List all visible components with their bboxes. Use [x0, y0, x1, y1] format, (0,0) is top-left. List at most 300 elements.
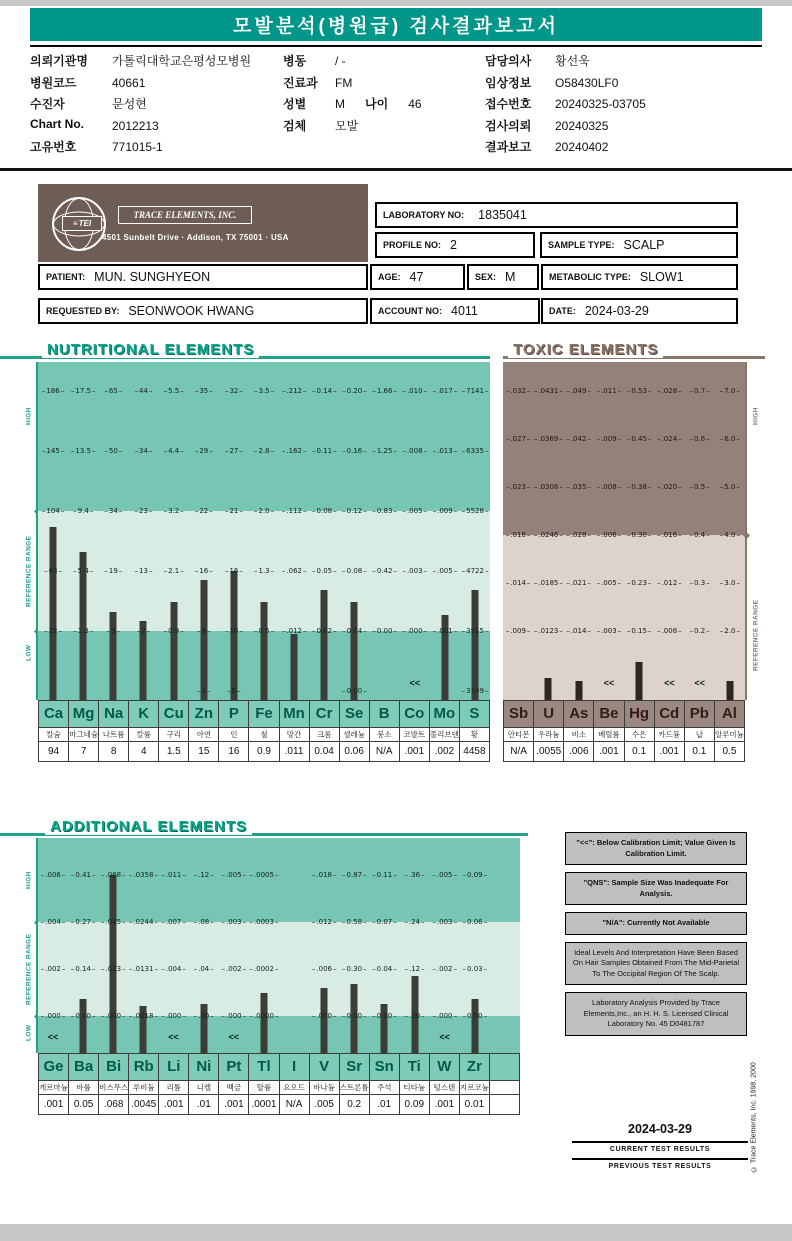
element-symbol: I — [280, 1054, 310, 1081]
bar-Ca — [50, 527, 57, 700]
element-korean-name: 탈륨 — [249, 1081, 279, 1095]
scale-label: – .013 – — [430, 447, 460, 455]
axis-label-low: LOW — [25, 644, 33, 662]
element-korean-name: 셀레늄 — [340, 728, 370, 742]
axis-label-high: HIGH — [25, 871, 33, 889]
scale-label: – .0018 – — [128, 1012, 158, 1020]
scale-label: – 3 – — [189, 687, 219, 695]
info-label: 검체 — [283, 118, 307, 133]
scale-label: – .012 – — [309, 918, 339, 926]
element-value: N/A — [504, 742, 534, 761]
element-korean-name: 인 — [219, 728, 249, 742]
scale-label: – .112 – — [279, 507, 309, 515]
element-symbol: Bi — [99, 1054, 129, 1081]
element-column-Zr — [460, 838, 490, 1053]
laboratory-no-box — [375, 202, 738, 228]
scale-label: – 0.09 – — [460, 871, 490, 879]
scale-label: – .0002 – — [249, 965, 279, 973]
nutritional-axis — [22, 362, 38, 700]
element-symbol: Mo — [430, 701, 460, 728]
below-calibration-marker: << — [409, 678, 421, 688]
element-korean-name: 철 — [249, 728, 279, 742]
info-value: 2012213 — [112, 118, 159, 133]
element-column-S — [460, 362, 490, 700]
scale-label: – .0308 – — [533, 483, 563, 491]
element-column-Li — [159, 838, 189, 1053]
scale-label: – 0.00 – — [68, 1012, 98, 1020]
element-column-Ba — [68, 838, 98, 1053]
element-symbol: Mg — [69, 701, 99, 728]
element-column-Pb — [685, 362, 715, 700]
scale-label: – 9 – — [189, 627, 219, 635]
element-symbol: Sr — [340, 1054, 370, 1081]
scale-label: – .028 – — [654, 387, 684, 395]
element-symbol: Be — [594, 701, 624, 728]
info-group-left — [30, 52, 280, 160]
element-column-Al — [715, 362, 745, 700]
page-edge-top — [0, 0, 792, 6]
bar-Fe — [261, 602, 268, 700]
sex-box — [467, 264, 539, 290]
scale-label: – .002 – — [219, 965, 249, 973]
account-no-label: ACCOUNT NO: — [378, 306, 442, 316]
scale-label: – .028 – — [564, 531, 594, 539]
scale-label: – 6335 – — [460, 447, 490, 455]
sex-value: M — [505, 270, 516, 284]
scale-label: – 3.2 – — [159, 507, 189, 515]
element-value: .001 — [219, 1095, 249, 1114]
element-korean-name: 우라늄 — [534, 728, 564, 742]
element-value: .001 — [159, 1095, 189, 1114]
info-label: 병원코드 — [30, 75, 77, 90]
requested-by-label: REQUESTED BY: — [46, 306, 120, 316]
scale-label: – .00 – — [189, 1012, 219, 1020]
scale-label: – .068 – — [98, 871, 128, 879]
scale-label: – 0.00 – — [370, 627, 400, 635]
element-symbol: K — [129, 701, 159, 728]
info-value: O58430LF0 — [555, 75, 619, 90]
info-value: 황선욱 — [555, 54, 590, 68]
scale-label: – 0.00 – — [339, 1012, 369, 1020]
element-column-Co — [400, 362, 430, 700]
element-korean-name: 납 — [685, 728, 715, 742]
scale-label: – .021 – — [564, 579, 594, 587]
scale-label: – .003 – — [400, 567, 430, 575]
scale-label: – .212 – — [279, 387, 309, 395]
laboratory-no-label: LABORATORY NO: — [383, 210, 465, 220]
scale-label: – 0.12 – — [339, 507, 369, 515]
element-symbol: Hg — [625, 701, 655, 728]
scale-label: – .018 – — [309, 871, 339, 879]
info-value: FM — [335, 75, 353, 90]
scale-label: – 16 – — [189, 567, 219, 575]
scale-label: – 0.5 – — [685, 483, 715, 491]
scale-label: – 0.30 – — [624, 531, 654, 539]
results-date: 2024-03-29 — [628, 1122, 692, 1136]
element-symbol: S — [460, 701, 489, 728]
scale-label: – 29 – — [189, 447, 219, 455]
info-value: 문성현 — [112, 97, 147, 111]
scale-label: – 0.16 – — [339, 447, 369, 455]
scale-label: – .12 – — [189, 871, 219, 879]
element-column-Cd — [654, 362, 684, 700]
info-label: 접수번호 — [485, 97, 532, 111]
info-value: 20240325 — [555, 118, 609, 133]
scale-label: – 1.3 – — [249, 567, 279, 575]
element-korean-name: 바나듐 — [310, 1081, 340, 1095]
element-korean-name: 리튬 — [159, 1081, 189, 1095]
scale-label: – 16 – — [219, 567, 249, 575]
scale-label: – .12 – — [400, 965, 430, 973]
scale-label: – .0123 – — [533, 627, 563, 635]
scale-label: – 50 – — [98, 447, 128, 455]
element-column-Sn — [369, 838, 399, 1053]
element-korean-name: 카드뮴 — [655, 728, 685, 742]
bar-Tl — [260, 993, 267, 1053]
scale-label: – 1.66 – — [370, 387, 400, 395]
copyright-vertical-text: © Trace Elements, Inc. 1998, 2000 — [750, 1062, 758, 1172]
element-symbol: Al — [715, 701, 744, 728]
metabolic-type-value: SLOW1 — [639, 270, 684, 284]
additional-axis — [22, 838, 38, 1053]
element-value: 8 — [99, 742, 129, 761]
scale-label: – .023 – — [98, 965, 128, 973]
scale-label: – 2 – — [128, 627, 158, 635]
scale-label: – .000 – — [38, 1012, 68, 1020]
element-korean-name: 구리 — [159, 728, 189, 742]
element-symbol: Ge — [39, 1054, 69, 1081]
legend-notes — [565, 832, 747, 1043]
info-label: 고유번호 — [30, 140, 77, 154]
scale-label: – .032 – — [503, 387, 533, 395]
element-korean-name: 안티몬 — [504, 728, 534, 742]
tei-logo-box — [38, 184, 368, 262]
profile-no-label: PROFILE NO: — [383, 240, 441, 250]
element-symbol: Li — [159, 1054, 189, 1081]
legend-note: "<<": Below Calibration Limit; Value Given Is Calibration Limit. — [565, 832, 747, 865]
toxic-title: TOXIC ELEMENTS — [508, 341, 663, 358]
info-label: 의뢰기관명 — [30, 54, 88, 68]
scale-label: – 0.87 – — [339, 871, 369, 879]
element-column-B — [370, 362, 400, 700]
scale-label: – .0003 – — [249, 918, 279, 926]
scale-label: – 4.0 – — [715, 531, 745, 539]
scale-label: – .36 – — [400, 871, 430, 879]
scale-label: – 104 – — [38, 507, 68, 515]
element-value: .01 — [189, 1095, 219, 1114]
info-label: 검사의뢰 — [485, 118, 532, 133]
scale-label: – 27 – — [219, 447, 249, 455]
element-column-Cr — [309, 362, 339, 700]
scale-label: – 0.58 – — [339, 918, 369, 926]
scale-label: – 17.5 – — [68, 387, 98, 395]
bar-S — [472, 590, 479, 700]
page-edge-bottom — [0, 1224, 792, 1241]
scale-label: – 0.2 – — [685, 627, 715, 635]
legend-note: "QNS": Sample Size Was Inadequate For Analysis. — [565, 872, 747, 905]
legend-note: "N/A": Currently Not Available — [565, 912, 747, 935]
element-symbol: Mn — [280, 701, 310, 728]
element-symbol: Sb — [504, 701, 534, 728]
toxic-plot — [503, 362, 745, 700]
info-label: 수진자 — [30, 97, 65, 111]
info-value: M — [335, 97, 345, 111]
scale-label: – .003 – — [594, 627, 624, 635]
results-divider — [572, 1158, 748, 1160]
scale-label: – .24 – — [400, 918, 430, 926]
element-value: 94 — [39, 742, 69, 761]
toxic-elements-chart — [503, 362, 765, 762]
company-address: 4501 Sunbelt Drive · Addison, TX 75001 · USA — [102, 233, 289, 242]
toxic-korean-row — [503, 728, 745, 742]
bar-Al — [726, 681, 733, 700]
metabolic-type-label: METABOLIC TYPE: — [549, 272, 631, 282]
patient-label: PATIENT: — [46, 272, 86, 282]
tei-abbr: ≡ TEI — [62, 216, 102, 231]
nutritional-plot — [38, 362, 490, 700]
scale-label: – .020 – — [654, 483, 684, 491]
nutritional-korean-row — [38, 728, 490, 742]
axis-label-high: HIGH — [25, 407, 33, 425]
element-column-Pt — [219, 838, 249, 1053]
info-group-middle — [283, 52, 478, 138]
requested-by-value: SEONWOOK HWANG — [128, 304, 255, 318]
element-symbol: U — [534, 701, 564, 728]
info-label: 성별 — [283, 97, 307, 111]
scale-label: – 4722 – — [460, 567, 490, 575]
divider-line-thick — [0, 168, 792, 171]
patient-box — [38, 264, 368, 290]
scale-label: – .049 – — [564, 387, 594, 395]
scale-label: – .001 – — [430, 627, 460, 635]
scale-label: – .005 – — [219, 871, 249, 879]
element-value: 0.5 — [722, 746, 737, 757]
element-korean-name: 베릴륨 — [594, 728, 624, 742]
element-column-Tl — [249, 838, 279, 1053]
scale-label: – .000 – — [309, 1012, 339, 1020]
toxic-axis — [745, 362, 765, 700]
info-value: 771015-1 — [112, 140, 163, 154]
bar-Mn — [291, 634, 298, 700]
element-column-As — [564, 362, 594, 700]
scale-label: – 3.5 – — [249, 387, 279, 395]
scale-label: – 5.0 – — [715, 483, 745, 491]
element-value: .001 — [400, 742, 430, 761]
scale-label: – 0.14 – — [68, 965, 98, 973]
date-box — [541, 298, 738, 324]
element-value: 0.1 — [625, 742, 655, 761]
bar-P — [230, 571, 237, 700]
bar-V — [321, 988, 328, 1053]
element-value: 0.06 — [340, 742, 370, 761]
element-value: .011 — [280, 742, 310, 761]
scale-label: – .035 – — [564, 483, 594, 491]
report-title-bar — [30, 8, 762, 41]
scale-label: – 3 – — [98, 627, 128, 635]
additional-plot — [38, 838, 520, 1053]
current-test-results-label: CURRENT TEST RESULTS — [609, 1146, 711, 1153]
element-symbol: Pb — [685, 701, 715, 728]
scale-label: – .00 – — [400, 1012, 430, 1020]
scale-label: – .0369 – — [533, 435, 563, 443]
element-korean-name: 칼슘 — [39, 728, 69, 742]
scale-label: – 0.15 – — [624, 627, 654, 635]
element-symbol: Sn — [370, 1054, 400, 1081]
element-value: .0045 — [129, 1095, 159, 1114]
scale-label: – .0005 – — [249, 871, 279, 879]
previous-test-results-label: PREVIOUS TEST RESULTS — [608, 1163, 712, 1170]
element-value: .005 — [310, 1095, 340, 1114]
results-divider — [572, 1141, 748, 1143]
element-korean-name — [490, 1081, 519, 1095]
scale-label: – 13.5 – — [68, 447, 98, 455]
axis-label-reference-range: REFERENCE RANGE — [25, 535, 33, 607]
scale-label: – .008 – — [400, 447, 430, 455]
element-value: 0.2 — [340, 1095, 370, 1114]
info-label: 나이 — [365, 97, 389, 111]
scale-label: – 0.38 – — [624, 483, 654, 491]
scale-label: – .005 – — [430, 567, 460, 575]
scale-label: – .012 – — [654, 579, 684, 587]
element-value: 7 — [69, 742, 99, 761]
element-korean-name: 스트론튬 — [340, 1081, 370, 1095]
element-column-Ni — [189, 838, 219, 1053]
scale-label: – .08 – — [189, 918, 219, 926]
scale-label: – 0.11 – — [369, 871, 399, 879]
scale-label: – .011 – — [594, 387, 624, 395]
element-value: 0.05 — [69, 1095, 99, 1114]
element-symbol: Se — [340, 701, 370, 728]
scale-label: – .010 – — [400, 387, 430, 395]
test-results-block — [572, 1122, 748, 1170]
element-value: 4 — [129, 742, 159, 761]
scale-label: – .0000 – — [249, 1012, 279, 1020]
element-symbol: Tl — [249, 1054, 279, 1081]
axis-line — [745, 362, 747, 700]
scale-label: – 5.5 – — [159, 387, 189, 395]
element-korean-name: 나트륨 — [99, 728, 129, 742]
metabolic-type-box — [541, 264, 738, 290]
element-symbol: Ni — [189, 1054, 219, 1081]
element-value: 0.9 — [249, 742, 279, 761]
scale-label: – .005 – — [594, 579, 624, 587]
scale-label: – 2.0 – — [249, 507, 279, 515]
scale-label: – .000 – — [98, 1012, 128, 1020]
element-column-Hg — [624, 362, 654, 700]
bar-Na — [110, 612, 117, 700]
scale-label: – 0.03 – — [460, 965, 490, 973]
scale-label: – 145 – — [38, 447, 68, 455]
element-value: .001 — [39, 1095, 69, 1114]
element-symbol: Cr — [310, 701, 340, 728]
scale-label: – 5.4 – — [68, 567, 98, 575]
scale-label: – 10 – — [219, 627, 249, 635]
scale-label: – .009 – — [594, 435, 624, 443]
element-korean-name: 비소 — [564, 728, 594, 742]
scale-label: – .0358 – — [128, 871, 158, 879]
axis-label-high: HIGH — [752, 407, 760, 425]
requested-by-box — [38, 298, 368, 324]
additional-korean-row — [38, 1081, 520, 1095]
additional-value-row — [38, 1095, 520, 1115]
scale-label: – 0.04 – — [339, 627, 369, 635]
scale-label: – 0.5 – — [249, 627, 279, 635]
below-calibration-marker: << — [603, 678, 615, 688]
scale-label: – 3109 – — [460, 687, 490, 695]
scale-label: – .006 – — [38, 871, 68, 879]
element-korean-name: 티타늄 — [400, 1081, 430, 1095]
scale-label: – 4.4 – — [159, 447, 189, 455]
scale-label: – 3915 – — [460, 627, 490, 635]
element-korean-name: 황 — [460, 728, 489, 742]
bar-Cr — [321, 590, 328, 700]
element-korean-name: 백금 — [219, 1081, 249, 1095]
element-symbol: As — [564, 701, 594, 728]
account-no-box — [370, 298, 540, 324]
element-korean-name: 아연 — [189, 728, 219, 742]
element-column-Ge — [38, 838, 68, 1053]
nutritional-elements-chart — [22, 362, 490, 762]
element-korean-name: 몰리브덴 — [430, 728, 460, 742]
info-value: 가톨릭대학교은평성모병원 — [112, 54, 252, 68]
element-column-K — [128, 362, 158, 700]
element-column-Bi — [98, 838, 128, 1053]
sex-label: SEX: — [475, 272, 497, 282]
scale-label: – .042 – — [564, 435, 594, 443]
scale-label: – 0.7 – — [685, 387, 715, 395]
scale-label: – .162 – — [279, 447, 309, 455]
element-symbol: Rb — [129, 1054, 159, 1081]
scale-label: – 0.27 – — [68, 918, 98, 926]
element-korean-name: 붕소 — [370, 728, 400, 742]
info-group-right — [485, 52, 755, 160]
axis-label-reference-range: REFERENCE RANGE — [25, 933, 33, 1005]
info-label: 임상정보 — [485, 75, 532, 90]
scale-label: – .004 – — [159, 965, 189, 973]
scale-label: – 3.0 – — [715, 579, 745, 587]
sample-type-label: SAMPLE TYPE: — [548, 240, 615, 250]
element-korean-name: 게르마늄 — [39, 1081, 69, 1095]
info-label: 병동 — [283, 54, 307, 68]
element-korean-name: 지르코늄 — [460, 1081, 490, 1095]
scale-label: – 0.53 – — [624, 387, 654, 395]
element-column-Fe — [249, 362, 279, 700]
element-symbol: Ti — [400, 1054, 430, 1081]
element-column-Rb — [128, 838, 158, 1053]
scale-label: – 5 – — [219, 687, 249, 695]
element-symbol: Zn — [189, 701, 219, 728]
scale-label: – 19 – — [98, 567, 128, 575]
element-symbol: Cu — [159, 701, 189, 728]
sample-type-box — [540, 232, 738, 258]
element-column-Ca — [38, 362, 68, 700]
scale-label: – .024 – — [654, 435, 684, 443]
nutritional-title: NUTRITIONAL ELEMENTS — [42, 341, 259, 358]
toxic-value-row — [503, 742, 745, 762]
element-column-Mo — [430, 362, 460, 700]
element-column-V — [309, 838, 339, 1053]
element-value — [490, 1095, 519, 1114]
scale-label: – 0.3 – — [685, 579, 715, 587]
scale-label: – .009 – — [430, 507, 460, 515]
scale-label: – 186 – — [38, 387, 68, 395]
below-calibration-marker: << — [439, 1032, 450, 1042]
bar-Hg — [636, 662, 643, 700]
element-korean-name: 비스무스 — [99, 1081, 129, 1095]
scale-label: – 0.08 – — [309, 507, 339, 515]
scale-label: – .000 – — [159, 1012, 189, 1020]
info-label: Chart No. — [30, 116, 84, 131]
